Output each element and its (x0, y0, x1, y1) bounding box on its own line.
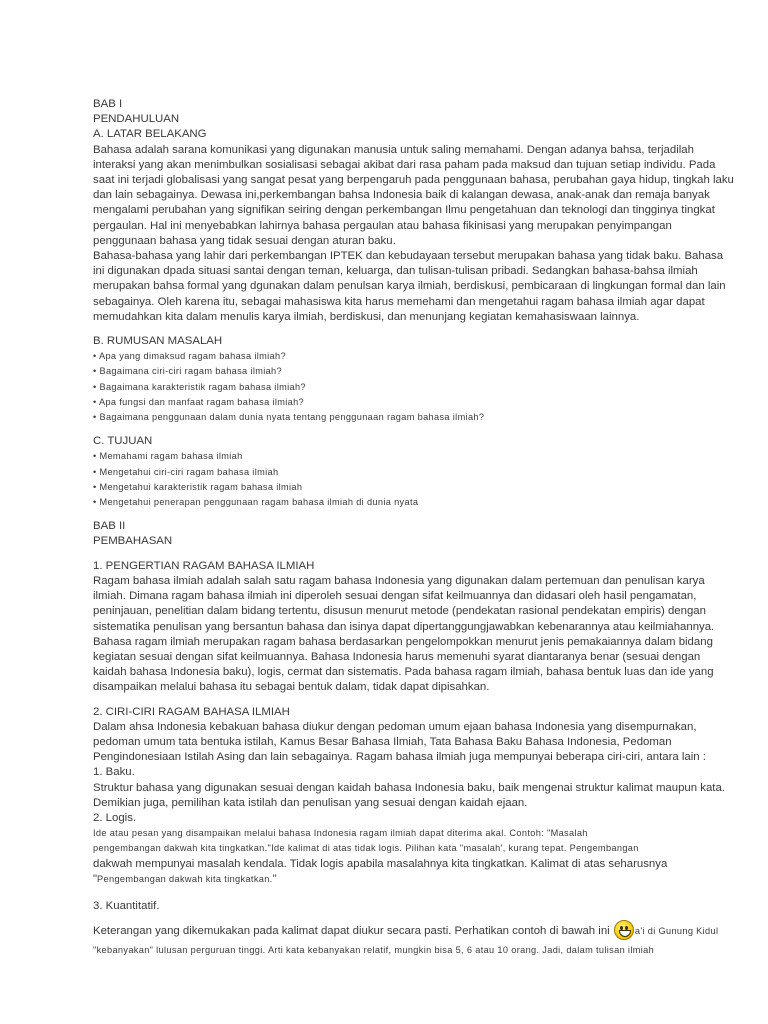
list-tujuan (93, 449, 675, 510)
chapter-title: BAB I (93, 98, 123, 110)
list-item: • Mengetahui ciri-ciri ragam bahasa ilmiah (93, 466, 279, 477)
paragraph-latar-belakang-2: Bahasa-bahasa yang lahir dari perkembangan IPTEK dan kebudayaan tersebut merupakan bahasa yang tidak baku. Bahasa ini digunakan dpada situasi santai dengan teman, keluarga, dan tulisan-tulisan pribadi. Sedangkan bahasa-bahsa ilmiah merupakan bahsa formal yang dgunakan dalam penulsan karya ilmiah, berdiskusi, pembicaraan di lingkungan formal dan lain sebagainya. Oleh karena itu, sebagai mahasiswa kita harus memehami dan mengetahui ragam bahasa ilmiah agar dapat memudahkan kita dalam menulis karya ilmiah, berdiskusi, dan menunjang kegiatan kemahasiswaan lainnya. (93, 250, 726, 323)
paragraph-kuantitatif: Keterangan yang dikemukakan pada kalimat dapat diukur secara pasti. Perhatikan contoh di bawah ini a'i di Gunung Kidul "kebanyakan" lulusan perguruan tinggi. Arti kata kebanyakan relatif, mungkin bisa 5, 6 atau 10 orang. Jadi, dalam tulisan ilmiah (93, 920, 675, 958)
section-heading-rumusan-masalah: B. RUMUSAN MASALAH (93, 335, 223, 348)
subheading-baku: 1. Baku. (93, 766, 135, 779)
list-item: • Mengetahui karakteristik ragam bahasa ilmiah (93, 481, 303, 492)
section-heading-ciri-ciri: 2. CIRI-CIRI RAGAM BAHASA ILMIAH (93, 705, 290, 718)
section-heading-pengertian: 1. PENGERTIAN RAGAM BAHASA ILMIAH (93, 559, 315, 572)
chapter-subtitle: PENDAHULUAN (93, 113, 180, 126)
list-item: • Mengetahui penerapan penggunaan ragam bahasa ilmiah di dunia nyata (93, 497, 419, 508)
list-rumusan-masalah (93, 349, 675, 425)
document-page (93, 97, 734, 958)
paragraph-ciri-ciri: Dalam ahsa Indonesia kebakuan bahasa diukur dengan pedoman umum ejaan bahasa Indonesia yang disempurnakan, pedoman umum tata bentuka istilah, Kamus Besar Bahasa Ilmiah, Tata Bahasa Baku Bahasa Indonesia, Pedoman Pengindonesiaan Istilah Asing dan lain sebagainya. Ragam bahasa ilmiah juga mempunyai beberapa ciri-ciri, antara lain : (93, 720, 706, 764)
list-item: • Bagaimana ciri-ciri ragam bahasa ilmiah? (93, 366, 282, 377)
paragraph-baku: Struktur bahasa yang digunakan sesuai dengan kaidah bahasa Indonesia baku, baik mengenai struktur kalimat maupun kata. Demikian juga, pemilihan kata istilah dan penulisan yang sesuai dengan kaidah ejaan. (93, 781, 725, 809)
list-item: • Memahami ragam bahasa ilmiah (93, 451, 243, 462)
subheading-kuantitatif: 3. Kuantitatif. (93, 899, 160, 912)
chapter-subtitle: PEMBAHASAN (93, 535, 173, 548)
chapter-title: BAB II (93, 520, 126, 533)
paragraph-logis: Ide atau pesan yang disampaikan melalui bahasa Indonesia ragam ilmiah dapat diterima akal. Contoh: "Masalah pengembangan dakwah kita tingkatkan."Ide kalimat di atas tidak logis. Pilihan kata "masalah', kurang tepat. Pengembangan dakwah mempunyai masalah kendala. Tidak logis apabila masalahnya kita tingkatkan. Kalimat di atas seharusnya "Pengembangan dakwah kita tingkatkan." (93, 828, 668, 885)
paragraph-latar-belakang-1: Bahasa adalah sarana komunikasi yang digunakan manusia untuk saling memahami. Dengan adanya bahsa, terjadilah interaksi yang akan menimbulkan sosialisasi sebagai akibat dari rasa paham pada maksud dan tujuan setiap individu. Pada saat ini terjadi globalisasi yang sangat pesat yang berpengaruh pada penggunaan bahasa, perubahan gaya hidup, tingkah laku dan lain sebagainya. Dewasa ini,perkembangan bahsa Indonesia baik di kalangan dewasa, anak-anak dan remaja banyak mengalami perubahan yang signifikan seiring dengan perkembangan Ilmu pengetahuan dan teknologi dan tingginya tingkat pergaulan. Hal ini menyebabkan lahirnya bahasa pergaulan atau bahasa fikinisasi yang merupakan penyimpangan penggunaan bahasa yang tidak sesuai dengan aturan baku. (93, 143, 734, 247)
section-heading-tujuan: C. TUJUAN (93, 435, 153, 448)
list-item: • Apa yang dimaksud ragam bahasa ilmiah? (93, 351, 286, 362)
grin-emoticon-icon (614, 920, 634, 940)
paragraph-pengertian: Ragam bahasa ilmiah adalah salah satu ragam bahasa Indonesia yang digunakan dalam pertemuan dan penulisan karya ilmiah. Dimana ragam bahasa ilmiah ini diperoleh sesuai dengan sifat keilmuannya dan didasari oleh hasil pengamatan, peninjauan, penelitian dalam bidang tertentu, disusun menurut metode (pendekatan rasional pendekatan empiris) dengan sistematika penulisan yang bersantun bahasa dan isinya dapat dipertanggungjawabkan kebenarannya atau keilmiahannya. Bahasa ragam ilmiah merupakan ragam bahasa berdasarkan pengelompokkan menurut jenis pemakaiannya dalam bidang kegiatan sesuai dengan sifat keilmuannya. Bahasa Indonesia harus memenuhi syarat diantaranya benar (sesuai dengan kaidah bahasa Indonesia baku), logis, cermat dan sistematis. Pada bahasa ragam ilmiah, bahasa bentuk luas dan ide yang disampaikan melalui bahasa itu sebagai bentuk dalam, tidak dapat dipisahkan. (93, 574, 715, 694)
list-item: • Bagaimana penggunaan dalam dunia nyata tentang penggunaan ragam bahasa ilmiah? (93, 412, 485, 423)
list-item: • Apa fungsi dan manfaat ragam bahasa ilmiah? (93, 396, 305, 407)
section-heading-latar-belakang: A. LATAR BELAKANG (93, 128, 207, 141)
subheading-logis: 2. Logis. (93, 811, 137, 824)
list-item: • Bagaimana karakteristik ragam bahasa ilmiah? (93, 381, 306, 392)
